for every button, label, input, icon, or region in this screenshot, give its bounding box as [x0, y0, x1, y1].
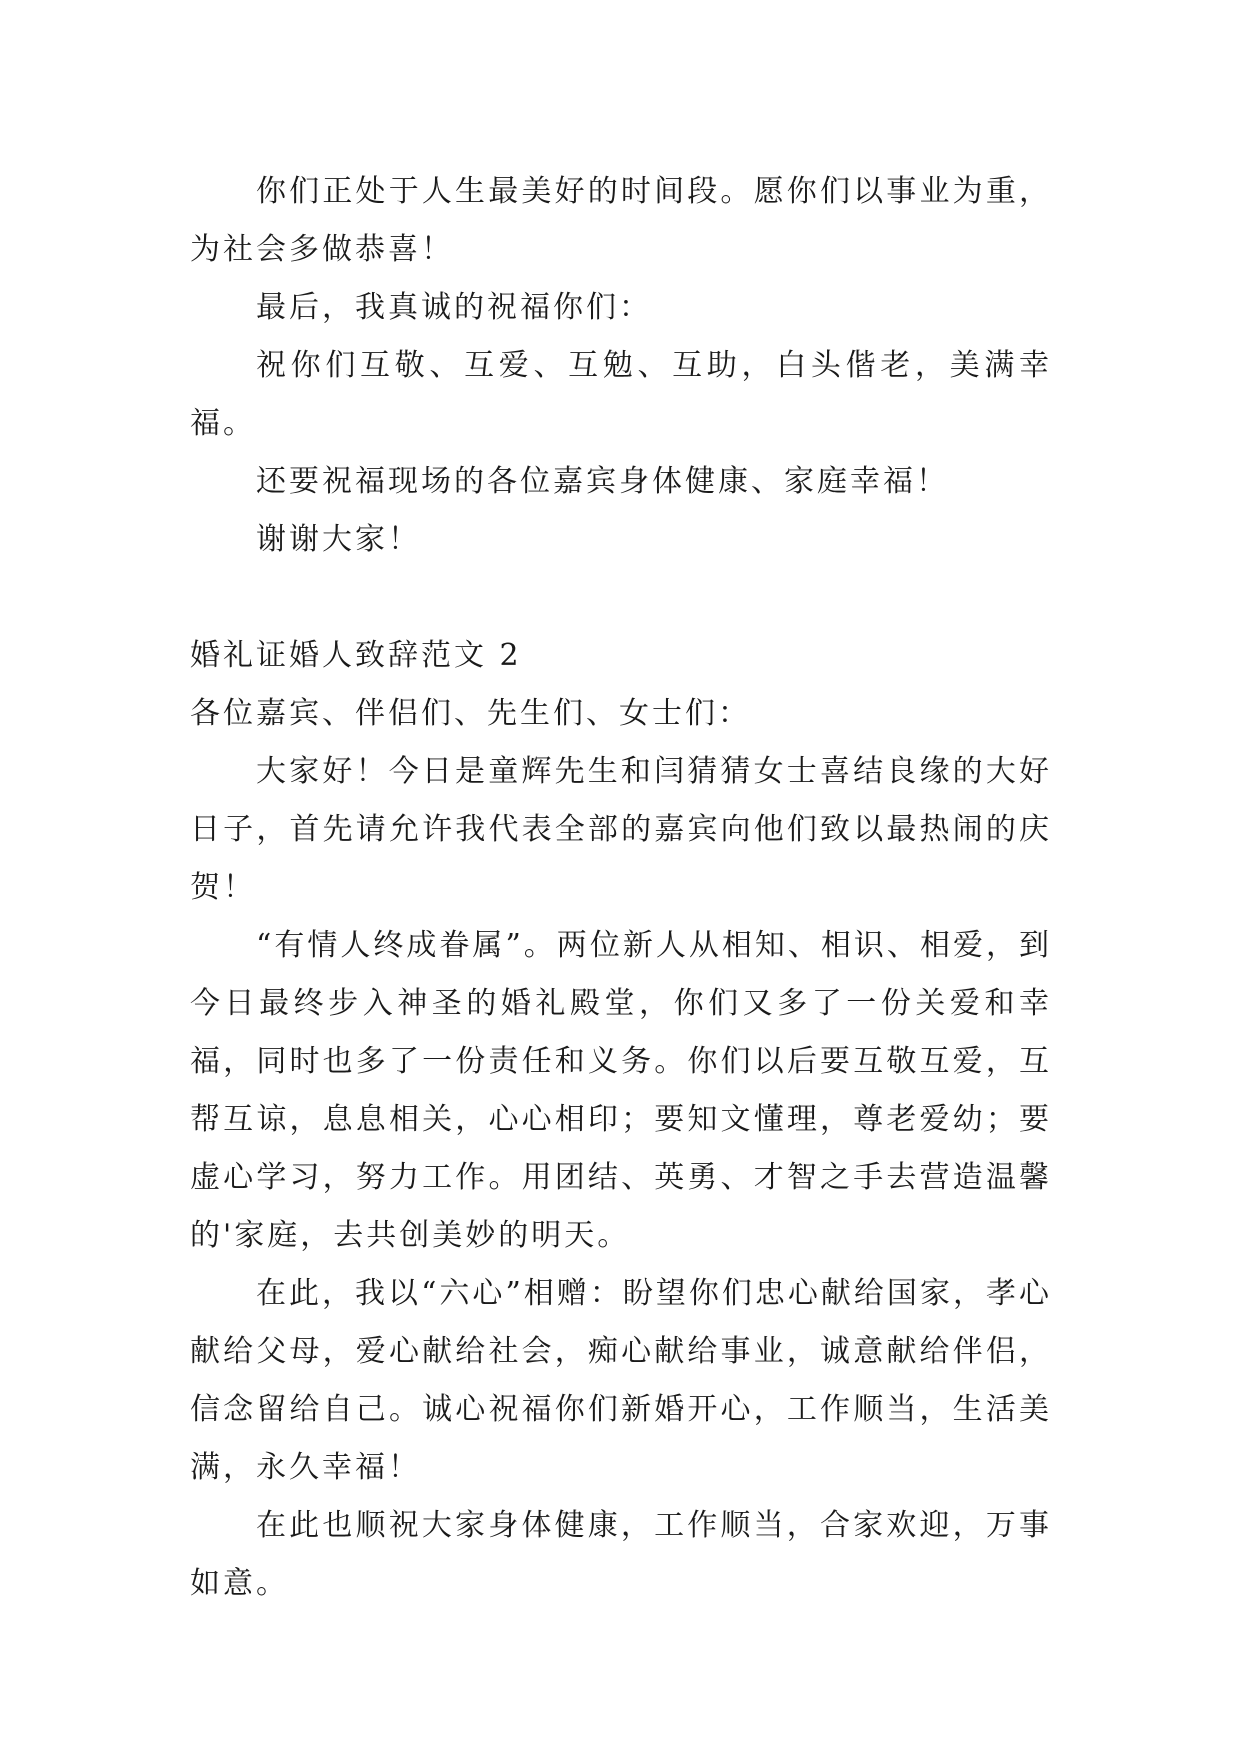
paragraph-greeting: 大家好！今日是童辉先生和闫猜猜女士喜结良缘的大好日子，首先请允许我代表全部的嘉宾向他们致以最热闹的庆贺！ [190, 754, 1052, 905]
paragraph-closing-intro: 最后，我真诚的祝福你们： [256, 290, 652, 325]
paragraph-marriage-duties: “有情人终成眷属”。两位新人从相知、相识、相爱，到今日最终步入神圣的婚礼殿堂，你们又多了一份关爱和幸福，同时也多了一份责任和义务。你们以后要互敬互爱，互帮互谅，息息相关，心心相印；要知文懂理，尊老爱幼；要虚心学习，努力工作。用团结、英勇、才智之手去营造温馨的'家庭，去共创美妙的明天。 [190, 928, 1052, 1253]
document-body [190, 163, 1052, 1613]
paragraph-final-wishes: 在此也顺祝大家身体健康，工作顺当，合家欢迎，万事如意。 [190, 1508, 1052, 1601]
paragraph-blessing: 祝你们互敬、互爱、互勉、互助，白头偕老，美满幸福。 [190, 348, 1052, 441]
salutation: 各位嘉宾、伴侣们、先生们、女士们： [190, 696, 751, 731]
paragraph-six-hearts: 在此，我以“六心”相赠：盼望你们忠心献给国家，孝心献给父母，爱心献给社会，痴心献给事业，诚意献给伴侣，信念留给自己。诚心祝福你们新婚开心，工作顺当，生活美满，永久幸福！ [190, 1276, 1052, 1485]
paragraph-wishes-career: 你们正处于人生最美好的时间段。愿你们以事业为重，为社会多做恭喜！ [190, 174, 1052, 267]
paragraph-guest-blessing: 还要祝福现场的各位嘉宾身体健康、家庭幸福！ [256, 464, 949, 499]
paragraph-thanks: 谢谢大家！ [256, 522, 421, 557]
section-title: 婚礼证婚人致辞范文 2 [190, 638, 522, 673]
